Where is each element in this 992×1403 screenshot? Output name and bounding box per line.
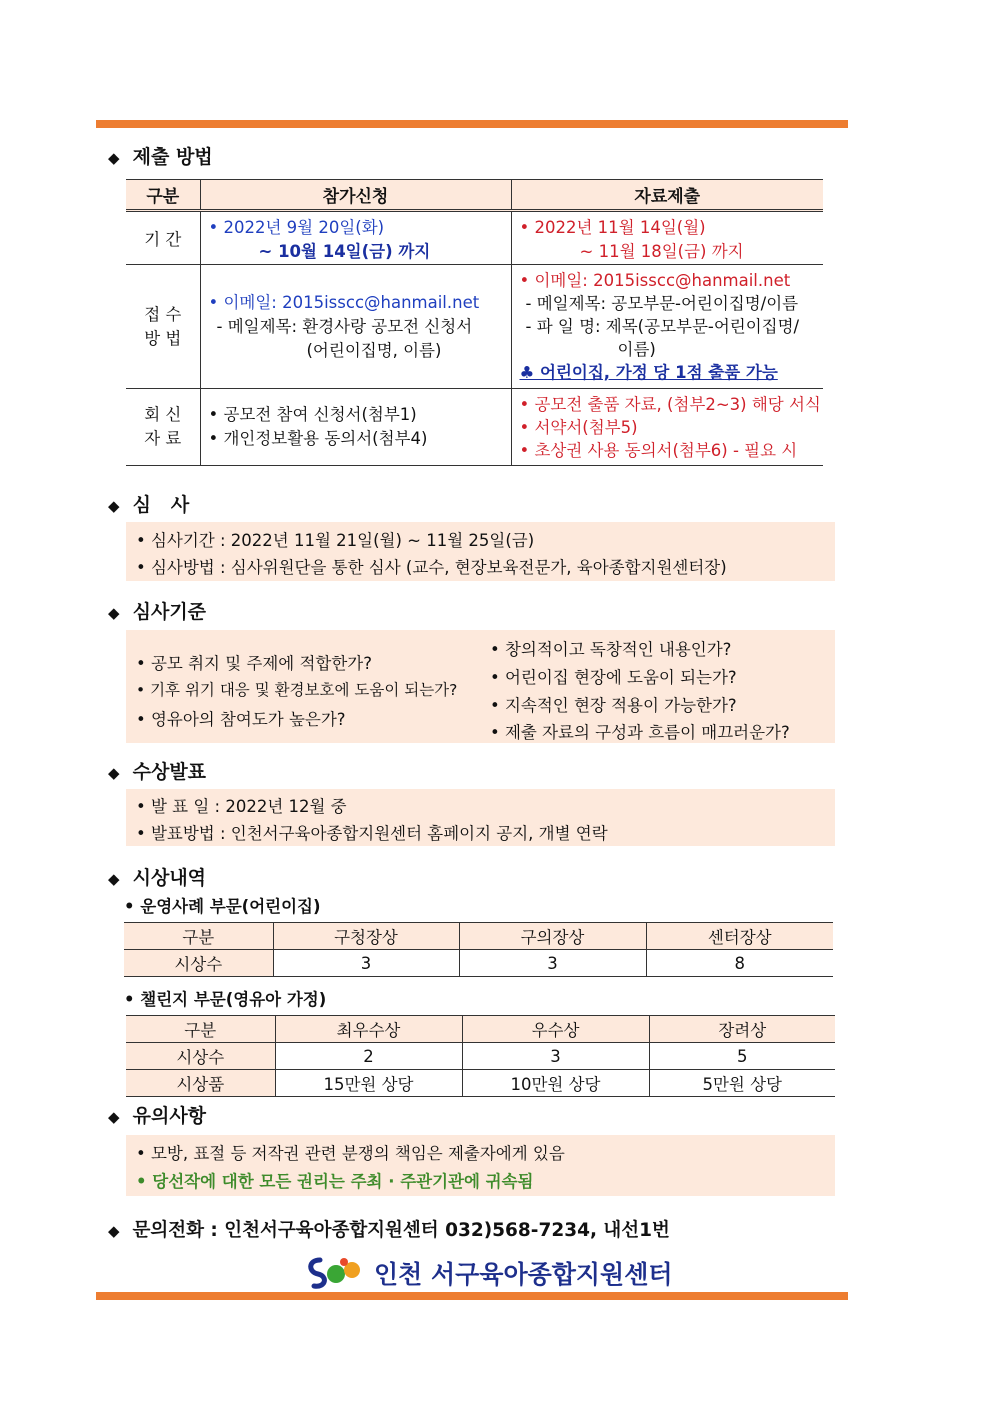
- section-title-criteria: ◆ 심사기준: [108, 601, 207, 623]
- diamond-bullet-icon: ◆: [108, 1222, 120, 1240]
- diamond-bullet-icon: ◆: [108, 870, 120, 888]
- challenge-prize-label: 시상품: [126, 1070, 275, 1097]
- center-logo-icon: [306, 1254, 366, 1292]
- bottom-accent-bar: [96, 1292, 848, 1300]
- diamond-bullet-icon: ◆: [108, 149, 120, 167]
- apply-period-end: ~ 10월 14일(금) 까지: [258, 242, 431, 261]
- submission-table: [126, 179, 823, 466]
- header-apply: 참가신청: [200, 180, 511, 211]
- criteria-box: [126, 630, 835, 743]
- header-category: 구분: [126, 180, 200, 211]
- diamond-bullet-icon: ◆: [108, 604, 120, 622]
- contact-line: ◆ 문의전화 : 인천서구육아종합지원센터 032)568-7234, 내선1번: [108, 1220, 670, 1241]
- section-title-announce: ◆ 수상발표: [108, 761, 207, 783]
- criteria-right-1: • 창의적이고 독창적인 내용인가?: [490, 640, 732, 659]
- section-title-awards: ◆ 시상내역: [108, 867, 207, 889]
- challenge-count-2: 3: [462, 1043, 649, 1070]
- challenge-header-category: 구분: [126, 1016, 275, 1043]
- awards-daycare-subtitle: • 운영사례 부문(어린이집): [124, 897, 321, 916]
- awards-daycare-table: [124, 922, 833, 977]
- submit-file-name-cont: 이름): [617, 340, 656, 359]
- row-label-period: 기 간: [126, 211, 200, 265]
- row-label-docs-2: 자 료: [144, 429, 182, 448]
- daycare-header-2: 구의장상: [459, 923, 646, 950]
- section-title-review: ◆ 심 사: [108, 494, 190, 516]
- challenge-header-3: 장려상: [649, 1016, 835, 1043]
- challenge-header-2: 우수상: [462, 1016, 649, 1043]
- submit-file-name: - 파 일 명: 제목(공모부문-어린이집명/: [525, 317, 800, 336]
- submit-limit-note: ♣ 어린이집, 가정 당 1점 출품 가능: [519, 363, 778, 382]
- section-title-notes: ◆ 유의사항: [108, 1105, 207, 1127]
- challenge-header-1: 최우수상: [275, 1016, 462, 1043]
- apply-mail-subject-note: (어린이집명, 이름): [306, 340, 442, 360]
- submit-mail-subject: - 메일제목: 공모부문-어린이집명/이름: [525, 294, 799, 313]
- submit-email: • 이메일: 2015isscc@hanmail.net: [519, 271, 791, 290]
- apply-email: • 이메일: 2015isscc@hanmail.net: [208, 292, 480, 312]
- row-label-method-1: 접 수: [144, 304, 182, 324]
- submit-period-start: • 2022년 11월 14일(월): [519, 218, 706, 237]
- diamond-bullet-icon: ◆: [108, 497, 120, 515]
- submit-doc-1: • 공모전 출품 자료, (첨부2~3) 해당 서식: [519, 394, 821, 414]
- review-method: • 심사방법 : 심사위원단을 통한 심사 (교수, 현장보육전문가, 육아종합지원센터장): [136, 558, 727, 577]
- apply-doc-2: • 개인정보활용 동의서(첨부4): [208, 429, 428, 448]
- criteria-right-4: • 제출 자료의 구성과 흐름이 매끄러운가?: [490, 723, 790, 742]
- submit-doc-2: • 서약서(첨부5): [519, 417, 638, 437]
- diamond-bullet-icon: ◆: [108, 764, 120, 782]
- criteria-left-2: • 기후 위기 대응 및 환경보호에 도움이 되는가?: [136, 681, 458, 699]
- awards-challenge-table: [126, 1015, 835, 1097]
- awards-challenge-subtitle: • 챌린지 부문(영유아 가정): [124, 990, 327, 1009]
- review-period: • 심사기간 : 2022년 11월 21일(월) ~ 11월 25일(금): [136, 531, 535, 550]
- row-label-method-2: 방 법: [144, 328, 182, 348]
- daycare-count-3: 8: [646, 950, 833, 977]
- criteria-left-1: • 공모 취지 및 주제에 적합한가?: [136, 654, 372, 673]
- challenge-prize-3: 5만원 상당: [649, 1070, 835, 1097]
- top-accent-bar: [96, 120, 848, 128]
- challenge-count-1: 2: [275, 1043, 462, 1070]
- logo-text: 인천 서구육아종합지원센터: [374, 1260, 673, 1289]
- announce-box: [126, 789, 835, 846]
- challenge-prize-2: 10만원 상당: [462, 1070, 649, 1097]
- header-submit: 자료제출: [511, 180, 823, 211]
- apply-doc-1: • 공모전 참여 신청서(첨부1): [208, 405, 417, 424]
- diamond-bullet-icon: ◆: [108, 1108, 120, 1126]
- section-title-submission: ◆ 제출 방법: [108, 146, 213, 168]
- announce-date: • 발 표 일 : 2022년 12월 중: [136, 797, 347, 816]
- daycare-count-1: 3: [273, 950, 459, 977]
- submit-doc-3: • 초상권 사용 동의서(첨부6) - 필요 시: [519, 440, 798, 460]
- criteria-left-3: • 영유아의 참여도가 높은가?: [136, 710, 346, 729]
- footer-logo: [306, 1254, 673, 1292]
- notes-copyright: • 모방, 표절 등 저작권 관련 분쟁의 책임은 제출자에게 있음: [136, 1144, 565, 1163]
- criteria-right-3: • 지속적인 현장 적용이 가능한가?: [490, 696, 737, 715]
- daycare-header-1: 구청장상: [273, 923, 459, 950]
- criteria-right-2: • 어린이집 현장에 도움이 되는가?: [490, 668, 737, 687]
- notes-box: [126, 1135, 835, 1196]
- apply-period-start: • 2022년 9월 20일(화): [208, 218, 385, 237]
- daycare-count-2: 3: [459, 950, 646, 977]
- daycare-header-category: 구분: [124, 923, 273, 950]
- daycare-row-label: 시상수: [124, 950, 273, 977]
- review-box: [126, 522, 835, 581]
- challenge-count-label: 시상수: [126, 1043, 275, 1070]
- row-label-docs-1: 회 신: [144, 405, 182, 424]
- announce-method: • 발표방법 : 인천서구육아종합지원센터 홈페이지 공지, 개별 연락: [136, 824, 608, 843]
- daycare-header-3: 센터장상: [646, 923, 833, 950]
- challenge-prize-1: 15만원 상당: [275, 1070, 462, 1097]
- challenge-count-3: 5: [649, 1043, 835, 1070]
- notes-rights: • 당선작에 대한 모든 권리는 주최 · 주관기관에 귀속됨: [136, 1172, 534, 1191]
- submit-period-end: ~ 11월 18일(금) 까지: [579, 242, 744, 261]
- apply-mail-subject: - 메일제목: 환경사랑 공모전 신청서: [216, 316, 473, 336]
